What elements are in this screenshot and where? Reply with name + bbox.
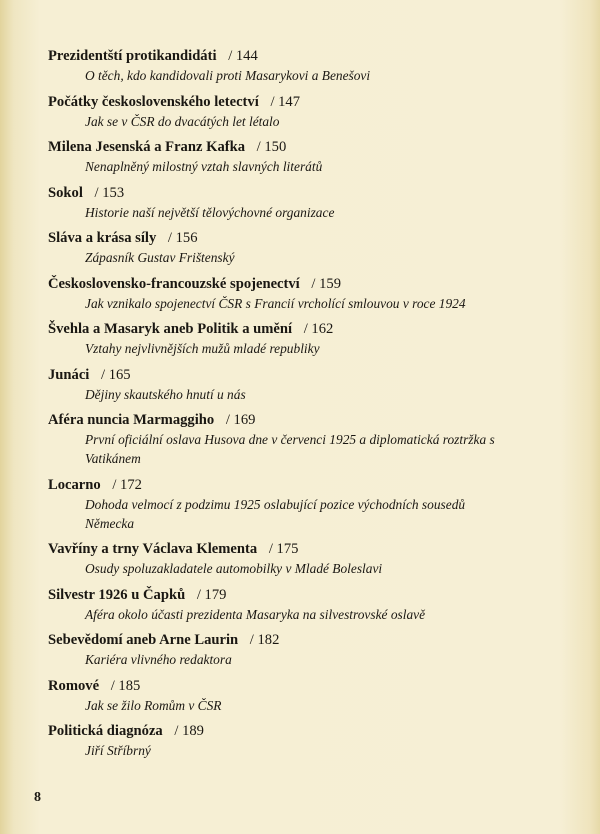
toc-entry — [48, 46, 548, 85]
toc-entry — [48, 183, 548, 222]
toc-entry-subtitle: O těch, kdo kandidovali proti Masarykovi a Benešovi — [85, 68, 371, 83]
toc-entry-subtitle: Aféra okolo účasti prezidenta Masaryka na silvestrovské oslavě — [85, 606, 426, 622]
toc-entry-subtitle: Vztahy nejvlivnějších mužů mladé republiky — [85, 341, 320, 356]
toc-entry-heading — [48, 475, 548, 495]
page-number: 8 — [34, 790, 41, 805]
toc-entry — [48, 539, 548, 578]
toc-entry-heading — [48, 46, 548, 66]
toc-entry — [48, 274, 548, 313]
toc-entry-page: / 144 — [228, 48, 258, 64]
toc-entry-heading — [48, 365, 548, 385]
toc-entry-title: Silvestr 1926 u Čapků — [48, 586, 186, 603]
toc-entry-title: Sláva a krása síly — [48, 230, 157, 246]
toc-entry-subtitle: Jiří Stříbrný — [85, 743, 151, 758]
toc-entry — [48, 228, 548, 267]
toc-entry-title: Milena Jesenská a Franz Kafka — [48, 139, 246, 155]
toc-entry-subtitle: Historie naší největší tělovýchovné organizace — [85, 204, 335, 220]
toc-entry-heading — [48, 410, 548, 430]
toc-entry-title: Junáci — [48, 366, 90, 383]
toc-entry-page: / 182 — [249, 632, 280, 648]
toc-entry-page: / 150 — [256, 139, 287, 155]
toc-entry-subtitle: Zápasník Gustav Frištenský — [85, 250, 235, 265]
toc-entry-title: Aféra nuncia Marmaggiho — [48, 412, 215, 428]
toc-entry-subtitle: Osudy spoluzakladatele automobilky v Mladé Boleslavi — [85, 561, 383, 576]
table-of-contents — [48, 46, 548, 767]
toc-entry-heading — [48, 92, 548, 112]
toc-entry-page: / 165 — [101, 366, 131, 383]
toc-entry — [48, 365, 548, 404]
toc-entry-page: / 147 — [270, 93, 301, 110]
toc-entry — [48, 630, 548, 669]
toc-entry-heading — [48, 721, 548, 741]
toc-entry-title: Československo-francouzské spojenectví — [48, 275, 300, 292]
toc-entry-subtitle: První oficiální oslava Husova dne v červenci 1925 a diplomatická roztržka s Vatikánem — [85, 432, 495, 466]
toc-entry — [48, 721, 548, 760]
toc-entry-heading — [48, 319, 548, 339]
toc-entry-title: Počátky československého letectví — [48, 93, 259, 110]
toc-entry-subtitle: Jak se žilo Romům v ČSR — [85, 697, 222, 713]
toc-entry-title: Politická diagnóza — [48, 723, 163, 739]
toc-entry-title: Sokol — [48, 184, 83, 201]
toc-entry-heading — [48, 585, 548, 605]
toc-entry-title: Švehla a Masaryk aneb Politik a umění — [48, 321, 293, 337]
toc-entry-title: Sebevědomí aneb Arne Laurin — [48, 632, 239, 648]
toc-entry-heading — [48, 676, 548, 696]
toc-entry-subtitle: Jak vznikalo spojenectví ČSR s Francií vrcholící smlouvou v roce 1924 — [85, 295, 466, 311]
toc-entry-heading — [48, 539, 548, 559]
toc-entry-subtitle: Dějiny skautského hnutí u nás — [85, 386, 246, 402]
toc-entry-subtitle: Kariéra vlivného redaktora — [85, 652, 232, 667]
toc-entry-heading — [48, 228, 548, 248]
toc-entry — [48, 585, 548, 624]
toc-entry-page: / 162 — [303, 321, 334, 337]
toc-entry — [48, 137, 548, 176]
toc-entry-page: / 156 — [167, 230, 198, 246]
toc-entry — [48, 319, 548, 358]
toc-entry-page: / 179 — [196, 586, 227, 603]
toc-entry-subtitle: Dohoda velmocí z podzimu 1925 oslabující pozice východních sousedů Německa — [85, 496, 466, 531]
toc-entry — [48, 676, 548, 715]
toc-entry-subtitle: Jak se v ČSR do dvacátých let létalo — [85, 113, 280, 129]
toc-entry — [48, 92, 548, 131]
toc-entry-subtitle: Nenaplněný milostný vztah slavných literátů — [85, 159, 323, 174]
toc-entry-page: / 175 — [268, 541, 299, 557]
toc-entry-heading — [48, 183, 548, 203]
toc-entry-title: Prezidentští protikandidáti — [48, 48, 217, 64]
toc-entry-page: / 185 — [110, 677, 141, 694]
toc-entry-title: Locarno — [48, 476, 101, 493]
toc-entry — [48, 410, 548, 468]
toc-entry-page: / 159 — [311, 275, 341, 292]
toc-entry-page: / 153 — [94, 184, 125, 201]
toc-entry-heading — [48, 274, 548, 294]
toc-entry-heading — [48, 630, 548, 650]
toc-entry-heading — [48, 137, 548, 157]
toc-entry — [48, 475, 548, 533]
toc-entry-page: / 189 — [174, 723, 204, 739]
toc-entry-title: Romové — [48, 677, 100, 694]
toc-entry-page: / 169 — [225, 412, 256, 428]
toc-entry-title: Vavříny a trny Václava Klementa — [48, 541, 258, 557]
toc-entry-page: / 172 — [112, 476, 142, 493]
